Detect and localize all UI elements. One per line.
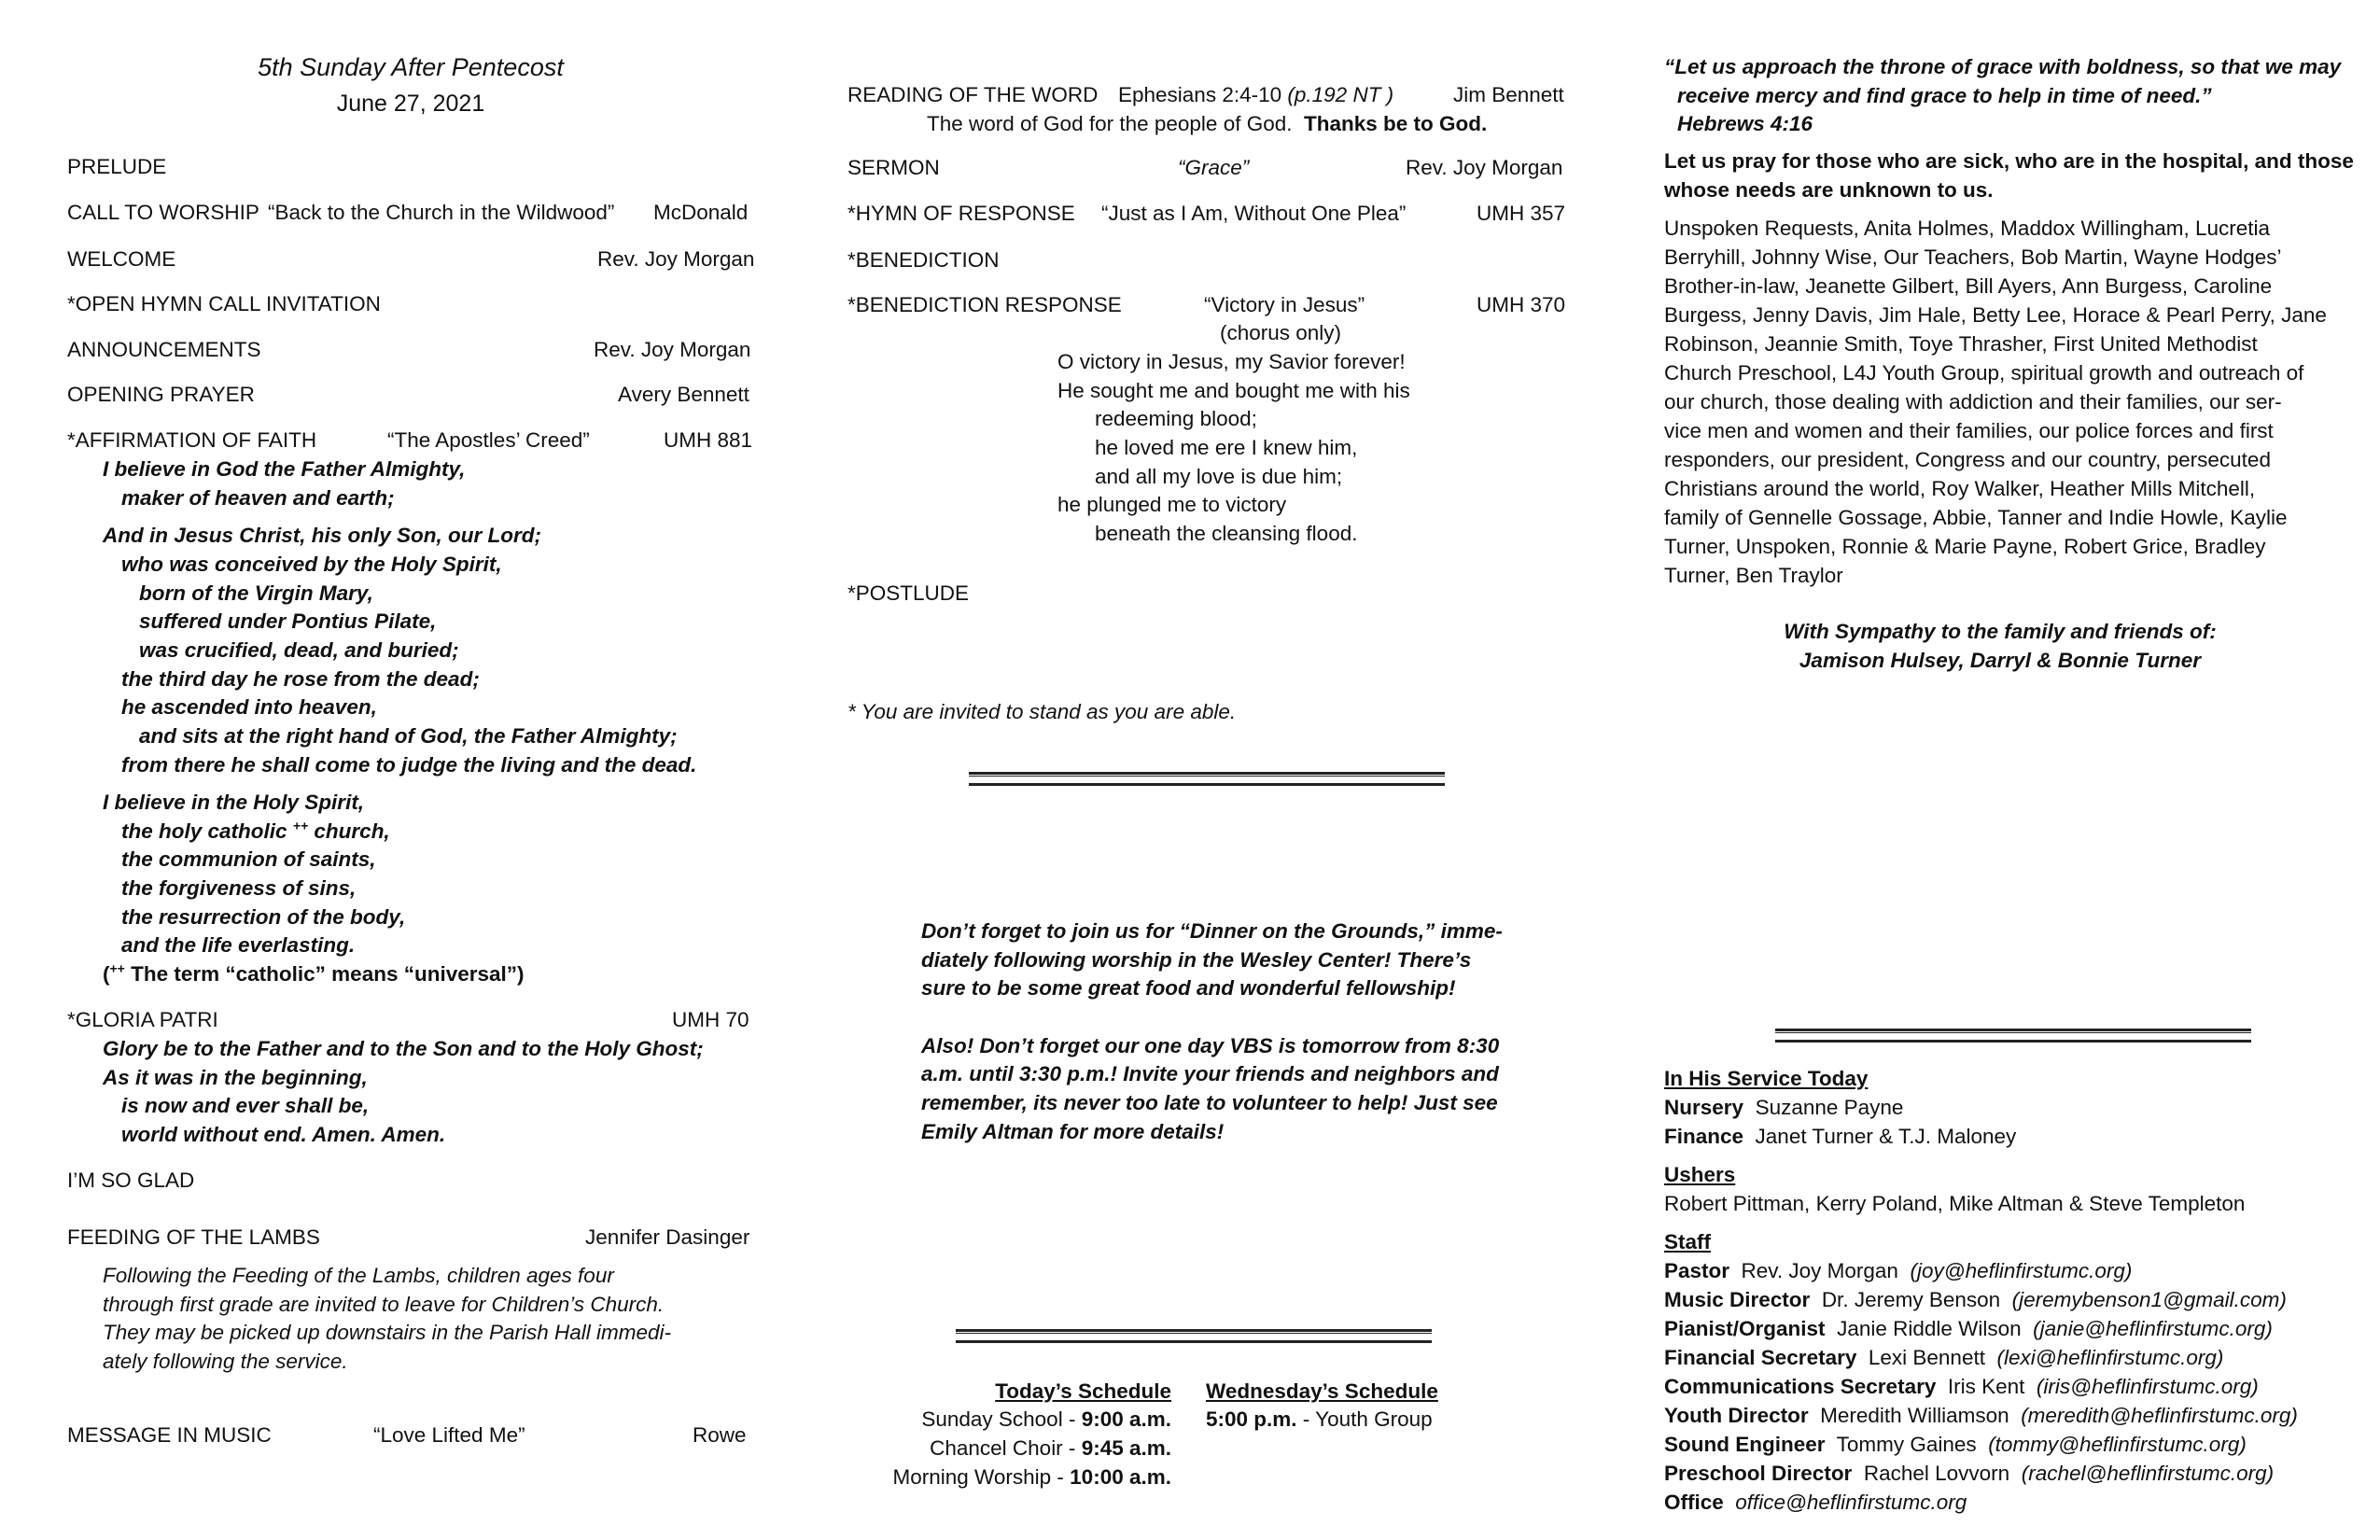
gloria-line: world without end. Amen. Amen. bbox=[121, 1123, 446, 1146]
todays-schedule-heading: Today’s Schedule bbox=[995, 1379, 1171, 1403]
creed-line: the third day he rose from the dead; bbox=[121, 667, 480, 691]
call-to-worship-composer: McDonald bbox=[653, 201, 749, 224]
staff-row bbox=[1664, 1343, 2223, 1372]
feeding-leader: Jennifer Dasinger bbox=[585, 1225, 750, 1249]
staff-role: Financial Secretary bbox=[1664, 1346, 1857, 1369]
bulletin-date: June 27, 2021 bbox=[336, 91, 485, 117]
reading-response-call: The word of God for the people of God. bbox=[927, 112, 1293, 135]
prayer-list-line: Robinson, Jeannie Smith, Toye Thrasher, First United Methodist bbox=[1664, 332, 2258, 356]
creed-line: who was conceived by the Holy Spirit, bbox=[121, 553, 502, 576]
staff-email: (joy@heflinfirstumc.org) bbox=[1910, 1259, 2133, 1282]
staff-email: (rachel@heflinfirstumc.org) bbox=[2021, 1462, 2275, 1485]
staff-row bbox=[1664, 1488, 1967, 1517]
announcements-label: ANNOUNCEMENTS bbox=[67, 338, 261, 361]
creed-line: and the life everlasting. bbox=[121, 933, 356, 957]
creed-line: suffered under Pontius Pilate, bbox=[139, 609, 437, 633]
sympathy-line: Jamison Hulsey, Darryl & Bonnie Turner bbox=[1799, 649, 2202, 672]
creed-text: church, bbox=[314, 819, 390, 843]
welcome-label: WELCOME bbox=[67, 247, 176, 271]
sermon-title: “Grace” bbox=[1178, 156, 1250, 179]
sermon-preacher: Rev. Joy Morgan bbox=[1406, 156, 1563, 179]
prayer-list-line: our church, those dealing with addiction and their families, our ser- bbox=[1664, 390, 2282, 413]
staff-row bbox=[1664, 1314, 2273, 1343]
chorus-line: O victory in Jesus, my Savior forever! bbox=[1057, 350, 1406, 373]
schedule-item-time: 9:00 a.m. bbox=[1081, 1407, 1171, 1431]
staff-name: Rev. Joy Morgan bbox=[1741, 1259, 1898, 1282]
bulletin-title: 5th Sunday After Pentecost bbox=[258, 53, 564, 81]
feeding-note-line: Following the Feeding of the Lambs, children ages four bbox=[103, 1264, 614, 1287]
announcement-line: sure to be some great food and wonderful fellowship! bbox=[921, 976, 1456, 1000]
benediction-response-label: *BENEDICTION RESPONSE bbox=[847, 293, 1122, 316]
creed-text: the holy catholic bbox=[121, 819, 287, 843]
message-in-music-label: MESSAGE IN MUSIC bbox=[67, 1423, 272, 1447]
schedule-item-time: 10:00 a.m. bbox=[1070, 1465, 1171, 1489]
staff-email: (meredith@heflinfirstumc.org) bbox=[2021, 1404, 2298, 1427]
opening-prayer-leader: Avery Bennett bbox=[618, 383, 749, 406]
schedule-item-time: 5:00 p.m. bbox=[1206, 1407, 1297, 1431]
gloria-line: Glory be to the Father and to the Son and to the Holy Ghost; bbox=[103, 1037, 704, 1060]
staff-name: Lexi Bennett bbox=[1868, 1346, 1985, 1369]
prayer-list-line: Turner, Ben Traylor bbox=[1664, 564, 1843, 587]
reading-reference bbox=[1118, 80, 1393, 109]
quote-line: “Let us approach the throne of grace with boldness, so that we may bbox=[1664, 55, 2342, 78]
staff-role: Pastor bbox=[1664, 1259, 1730, 1282]
nursery-row bbox=[1664, 1093, 1903, 1122]
staff-row bbox=[1664, 1285, 2287, 1314]
prayer-list-line: Unspoken Requests, Anita Holmes, Maddox Willingham, Lucretia bbox=[1664, 217, 2271, 240]
prayer-list-line: Brother-in-law, Jeanette Gilbert, Bill Ayers, Ann Burgess, Caroline bbox=[1664, 274, 2273, 298]
creed-line bbox=[121, 817, 390, 846]
staff-row bbox=[1664, 1401, 2298, 1430]
reading-scripture: Ephesians 2:4-10 bbox=[1118, 83, 1282, 106]
staff-role: Preschool Director bbox=[1664, 1462, 1853, 1485]
staff-email: (iris@heflinfirstumc.org) bbox=[2036, 1375, 2259, 1398]
chorus-line: redeeming blood; bbox=[1095, 407, 1257, 430]
welcome-leader: Rev. Joy Morgan bbox=[597, 247, 755, 271]
announcement-line: Emily Altman for more details! bbox=[921, 1120, 1225, 1143]
staff-role: Youth Director bbox=[1664, 1404, 1809, 1427]
staff-role: Music Director bbox=[1664, 1288, 1811, 1311]
feeding-note-line: through first grade are invited to leave for Children’s Church. bbox=[103, 1293, 665, 1316]
creed-line: the communion of saints, bbox=[121, 847, 376, 871]
message-in-music-composer: Rowe bbox=[693, 1423, 747, 1447]
staff-name: Rachel Lovvorn bbox=[1863, 1462, 2010, 1485]
staff-role: Pianist/Organist bbox=[1664, 1317, 1826, 1340]
chorus-line: He sought me and bought me with his bbox=[1057, 379, 1410, 402]
section-divider bbox=[956, 1329, 1432, 1343]
finance-label: Finance bbox=[1664, 1125, 1744, 1148]
staff-name: Tommy Gaines bbox=[1836, 1433, 1977, 1456]
schedule-item-label: Chancel Choir - bbox=[930, 1436, 1082, 1460]
staff-email: (lexi@heflinfirstumc.org) bbox=[1996, 1346, 2224, 1369]
creed-line: he ascended into heaven, bbox=[121, 695, 377, 719]
prayer-list-line: Burgess, Jenny Davis, Jim Hale, Betty Lee, Horace & Pearl Perry, Jane bbox=[1664, 303, 2327, 327]
staff-name: Dr. Jeremy Benson bbox=[1821, 1288, 2001, 1311]
staff-row bbox=[1664, 1430, 2247, 1459]
benediction-response-note: (chorus only) bbox=[1220, 321, 1342, 344]
creed-line: the forgiveness of sins, bbox=[121, 876, 357, 900]
nursery-label: Nursery bbox=[1664, 1096, 1744, 1119]
creed-footnote: (++ The term “catholic” means “universal”) bbox=[103, 960, 525, 986]
prayer-heading-line: Let us pray for those who are sick, who are in the hospital, and those bbox=[1664, 149, 2354, 173]
creed-line: from there he shall come to judge the living and the dead. bbox=[121, 753, 697, 777]
creed-line: And in Jesus Christ, his only Son, our Lord; bbox=[103, 524, 542, 547]
staff-role: Sound Engineer bbox=[1664, 1433, 1826, 1456]
chorus-line: beneath the cleansing flood. bbox=[1095, 522, 1358, 545]
creed-line: I believe in God the Father Almighty, bbox=[103, 457, 466, 481]
section-divider bbox=[969, 772, 1445, 786]
gloria-line: is now and ever shall be, bbox=[121, 1094, 370, 1117]
postlude-label: *POSTLUDE bbox=[847, 581, 970, 605]
schedule-item-label: Sunday School - bbox=[921, 1407, 1082, 1431]
staff-row bbox=[1664, 1459, 2274, 1488]
gloria-patri-label: *GLORIA PATRI bbox=[67, 1008, 218, 1031]
staff-email: office@heflinfirstumc.org bbox=[1735, 1491, 1967, 1514]
prayer-list-line: Church Preschool, L4J Youth Group, spiritual growth and outreach of bbox=[1664, 361, 2304, 385]
prayer-list-line: Berryhill, Johnny Wise, Our Teachers, Bob Martin, Wayne Hodges’ bbox=[1664, 245, 2282, 269]
staff-email: (tommy@heflinfirstumc.org) bbox=[1988, 1433, 2247, 1456]
nursery-name: Suzanne Payne bbox=[1755, 1096, 1904, 1119]
message-in-music-title: “Love Lifted Me” bbox=[373, 1423, 525, 1447]
hymn-of-response-number: UMH 357 bbox=[1477, 202, 1566, 225]
ushers-names: Robert Pittman, Kerry Poland, Mike Altman & Steve Templeton bbox=[1664, 1192, 2246, 1215]
staff-role: Communications Secretary bbox=[1664, 1375, 1937, 1398]
finance-name: Janet Turner & T.J. Maloney bbox=[1755, 1125, 2017, 1148]
schedule-item bbox=[840, 1434, 1171, 1463]
schedule-item bbox=[840, 1463, 1171, 1491]
reading-label: READING OF THE WORD bbox=[847, 83, 1099, 106]
hymn-of-response-label: *HYMN OF RESPONSE bbox=[847, 202, 1075, 225]
creed-footnote-mark: ++ bbox=[109, 960, 125, 976]
staff-name: Iris Kent bbox=[1947, 1375, 2025, 1398]
creed-line: the resurrection of the body, bbox=[121, 905, 406, 929]
announcement-line: a.m. until 3:30 p.m.! Invite your friends and neighbors and bbox=[921, 1062, 1499, 1085]
creed-line: was crucified, dead, and buried; bbox=[139, 638, 459, 662]
benediction-response-title: “Victory in Jesus” bbox=[1204, 293, 1365, 316]
chorus-line: he loved me ere I knew him, bbox=[1095, 436, 1358, 459]
prayer-list-line: family of Gennelle Gossage, Abbie, Tanner and Indie Howle, Kaylie bbox=[1664, 506, 2288, 529]
wednesday-schedule-heading: Wednesday’s Schedule bbox=[1206, 1379, 1438, 1403]
affirmation-label: *AFFIRMATION OF FAITH bbox=[67, 428, 317, 452]
schedule-item bbox=[840, 1405, 1171, 1434]
hymn-of-response-title: “Just as I Am, Without One Plea” bbox=[1101, 202, 1407, 225]
reading-response bbox=[927, 109, 1487, 138]
quote-line: receive mercy and find grace to help in time of need.” bbox=[1677, 84, 2212, 107]
chorus-line: he plunged me to victory bbox=[1057, 493, 1287, 516]
open-hymn-label: *OPEN HYMN CALL INVITATION bbox=[67, 292, 381, 315]
creed-footnote-mark: ++ bbox=[292, 818, 309, 833]
staff-email: (janie@heflinfirstumc.org) bbox=[2033, 1317, 2273, 1340]
prelude-label: PRELUDE bbox=[67, 155, 167, 178]
reading-reader: Jim Bennett bbox=[1453, 83, 1564, 106]
chorus-line: and all my love is due him; bbox=[1095, 465, 1343, 488]
staff-name: Janie Riddle Wilson bbox=[1837, 1317, 2022, 1340]
prayer-list-line: Turner, Unspoken, Ronnie & Marie Payne, Robert Grice, Bradley bbox=[1664, 535, 2266, 558]
quote-citation: Hebrews 4:16 bbox=[1677, 112, 1813, 135]
creed-line: and sits at the right hand of God, the Father Almighty; bbox=[139, 724, 678, 748]
creed-line: maker of heaven and earth; bbox=[121, 486, 395, 510]
schedule-item-label: Morning Worship - bbox=[892, 1465, 1071, 1489]
staff-heading: Staff bbox=[1664, 1230, 1711, 1253]
prayer-list-line: responders, our president, Congress and our country, persecuted bbox=[1664, 448, 2271, 471]
finance-row bbox=[1664, 1122, 2016, 1151]
staff-role: Office bbox=[1664, 1491, 1724, 1514]
prayer-list-line: Christians around the world, Roy Walker, Heather Mills Mitchell, bbox=[1664, 477, 2256, 500]
staff-row bbox=[1664, 1256, 2132, 1285]
gloria-line: As it was in the beginning, bbox=[103, 1066, 368, 1089]
announcements-leader: Rev. Joy Morgan bbox=[594, 338, 751, 361]
benediction-label: *BENEDICTION bbox=[847, 248, 1000, 272]
prayer-heading-line: whose needs are unknown to us. bbox=[1664, 178, 1994, 202]
sermon-label: SERMON bbox=[847, 156, 940, 179]
ushers-heading: Ushers bbox=[1664, 1163, 1736, 1186]
staff-row bbox=[1664, 1372, 2259, 1401]
call-to-worship-label: CALL TO WORSHIP bbox=[67, 201, 259, 224]
feeding-note-line: They may be picked up downstairs in the Parish Hall immedi- bbox=[103, 1321, 672, 1344]
gloria-patri-hymnal-number: UMH 70 bbox=[672, 1008, 749, 1031]
feeding-note-line: ately following the service. bbox=[103, 1350, 348, 1373]
schedule-item-time: 9:45 a.m. bbox=[1081, 1436, 1171, 1460]
creed-line: I believe in the Holy Spirit, bbox=[103, 791, 365, 814]
stand-note: * You are invited to stand as you are able. bbox=[847, 700, 1237, 723]
service-heading: In His Service Today bbox=[1664, 1067, 1869, 1090]
feeding-label: FEEDING OF THE LAMBS bbox=[67, 1225, 320, 1249]
section-divider bbox=[1775, 1029, 2251, 1043]
staff-email: (jeremybenson1@gmail.com) bbox=[2011, 1288, 2287, 1311]
announcement-line: Also! Don’t forget our one day VBS is tomorrow from 8:30 bbox=[921, 1034, 1500, 1057]
reading-page: (p.192 NT ) bbox=[1287, 83, 1394, 106]
announcement-line: Don’t forget to join us for “Dinner on the Grounds,” imme- bbox=[921, 919, 1503, 943]
affirmation-hymnal-number: UMH 881 bbox=[664, 428, 753, 452]
call-to-worship-title: “Back to the Church in the Wildwood” bbox=[268, 201, 615, 224]
creed-line: born of the Virgin Mary, bbox=[139, 581, 373, 605]
opening-prayer-label: OPENING PRAYER bbox=[67, 383, 255, 406]
announcement-line: diately following worship in the Wesley Center! There’s bbox=[921, 948, 1472, 972]
so-glad-label: I’M SO GLAD bbox=[67, 1169, 195, 1192]
wednesday-schedule-item bbox=[1206, 1405, 1433, 1434]
creed-footnote-text: The term “catholic” means “universal”) bbox=[131, 962, 525, 986]
sympathy-line: With Sympathy to the family and friends of: bbox=[1784, 620, 2217, 643]
reading-response-answer: Thanks be to God. bbox=[1304, 112, 1488, 135]
announcement-line: remember, its never too late to volunteer to help! Just see bbox=[921, 1091, 1498, 1114]
staff-name: Meredith Williamson bbox=[1820, 1404, 2009, 1427]
schedule-item-label: - Youth Group bbox=[1296, 1407, 1433, 1431]
affirmation-title: “The Apostles’ Creed” bbox=[387, 428, 590, 452]
prayer-list-line: vice men and women and their families, our police forces and first bbox=[1664, 419, 2274, 442]
benediction-response-number: UMH 370 bbox=[1477, 293, 1566, 316]
